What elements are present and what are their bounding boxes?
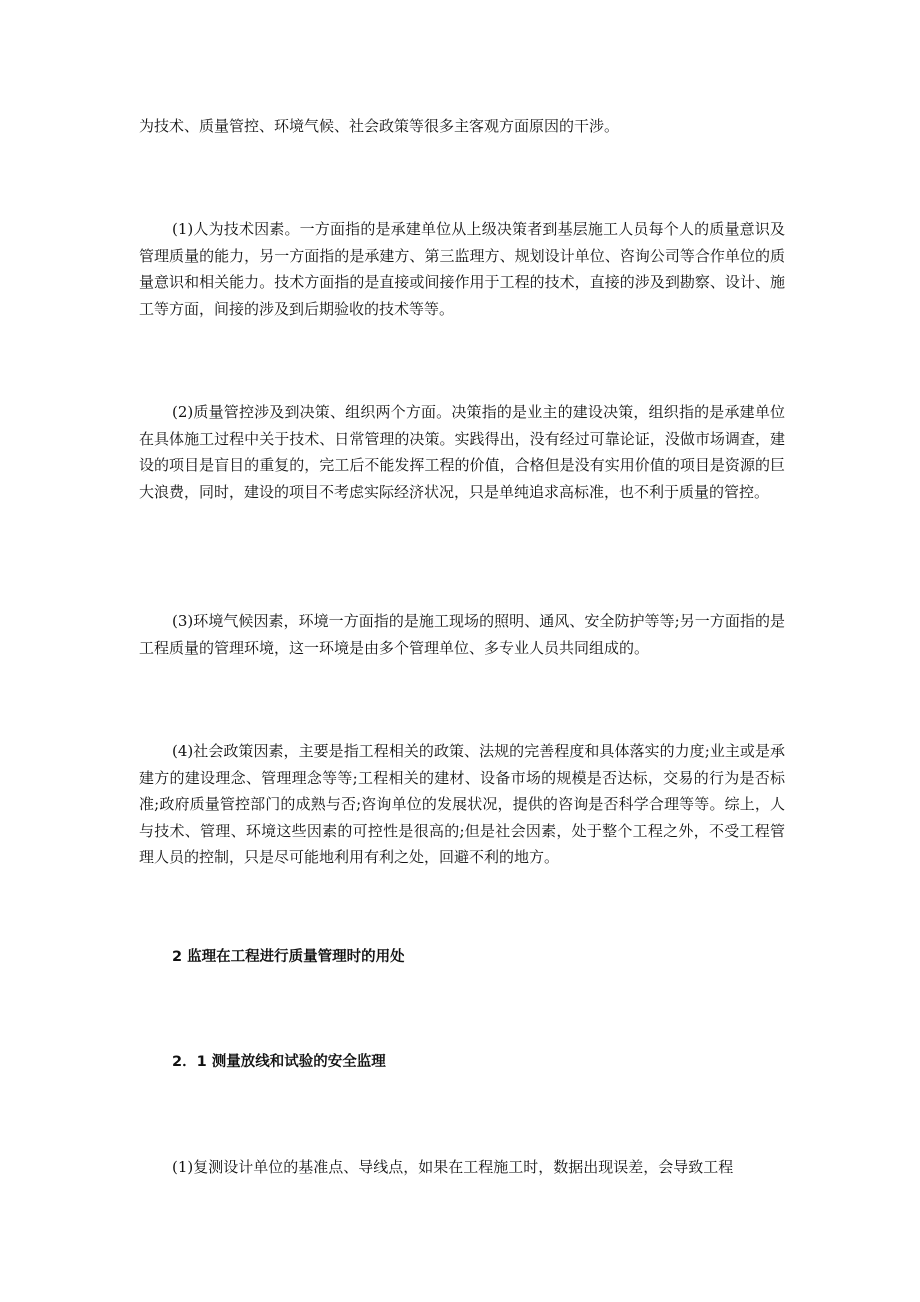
paragraph-quality-control: (2)质量管控涉及到决策、组织两个方面。决策指的是业主的建设决策，组织指的是承建单位在具体施工过程中关于技术、日常管理的决策。实践得出，没有经过可靠论证，没做市场调查，建设的项目是盲目的重复的，完工后不能发挥工程的价值，合格但是没有实用价值的项目是资源的巨大浪费，同时，建设的项目不考虑实际经济状况，只是单纯追求高标准，也不利于质量的管控。 [139, 403, 785, 501]
paragraph-survey-check: (1)复测设计单位的基准点、导线点，如果在工程施工时，数据出现误差，会导致工程 [172, 1158, 734, 1176]
subsection-heading-2-1: 2．1 测量放线和试验的安全监理 [172, 1054, 386, 1070]
paragraph-intro-continuation: 为技术、质量管控、环境气候、社会政策等很多主客观方面原因的干涉。 [139, 117, 620, 135]
paragraph-technical-factors: (1)人为技术因素。一方面指的是承建单位从上级决策者到基层施工人员每个人的质量意识及管理质量的能力，另一方面指的是承建方、第三监理方、规划设计单位、咨询公司等合作单位的质量意识和相关能力。技术方面指的是直接或间接作用于工程的技术，直接的涉及到勘察、设计、施工等方面，间接的涉及到后期验收的技术等等。 [139, 220, 785, 318]
paragraph-social-policy: (4)社会政策因素，主要是指工程相关的政策、法规的完善程度和具体落实的力度;业主或是承建方的建设理念、管理理念等等;工程相关的建材、设备市场的规模是否达标，交易的行为是否标准;政府质量管控部门的成熟与否;咨询单位的发展状况，提供的咨询是否科学合理等等。综上，人与技术、管理、环境这些因素的可控性是很高的;但是社会因素，处于整个工程之外，不受工程管理人员的控制，只是尽可能地利用有利之处，回避不利的地方。 [139, 742, 785, 866]
paragraph-environment-factors: (3)环境气候因素，环境一方面指的是施工现场的照明、通风、安全防护等等;另一方面指的是工程质量的管理环境，这一环境是由多个管理单位、多专业人员共同组成的。 [139, 612, 785, 657]
section-heading-2: 2 监理在工程进行质量管理时的用处 [172, 949, 405, 965]
